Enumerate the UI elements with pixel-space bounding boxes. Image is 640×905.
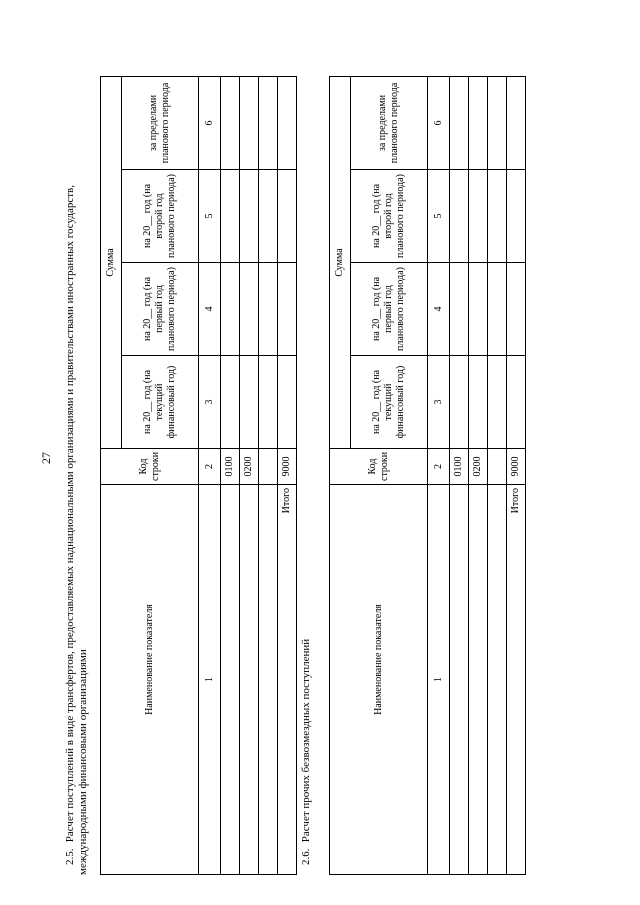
- section-2-6-title: Расчет прочих безвозмездных поступлений: [300, 638, 312, 843]
- header-name: Наименование показателя: [101, 485, 199, 875]
- page-number: 27: [39, 452, 53, 464]
- table-row: [488, 76, 507, 874]
- section-2-5: [64, 35, 297, 875]
- row-code: 0100: [450, 449, 469, 485]
- header-col4: на 20__ год (на первый год планового периода): [122, 263, 199, 356]
- header-col6: за пределами планового периода: [351, 76, 428, 169]
- colnum-2: 2: [199, 449, 221, 485]
- column-numbers-row: [428, 76, 450, 874]
- total-label: Итого: [507, 485, 526, 875]
- colnum-5: 5: [199, 170, 221, 263]
- header-col4: на 20__ год (на первый год планового периода): [351, 263, 428, 356]
- colnum-3: 3: [199, 356, 221, 449]
- total-row: [507, 76, 526, 874]
- table-row: [450, 76, 469, 874]
- total-code: 9000: [507, 449, 526, 485]
- section-2-5-number: 2.5.: [64, 848, 76, 865]
- total-label: Итого: [278, 485, 297, 875]
- section-2-6-heading: [300, 35, 313, 875]
- colnum-4: 4: [428, 263, 450, 356]
- header-name: Наименование показателя: [330, 485, 428, 875]
- colnum-6: 6: [199, 76, 221, 169]
- table-row: [240, 76, 259, 874]
- header-sum: Сумма: [330, 76, 351, 448]
- header-col3: на 20__ год (на текущий финансовый год): [122, 356, 199, 449]
- column-numbers-row: [199, 76, 221, 874]
- table-row: [469, 76, 488, 874]
- table-row: [259, 76, 278, 874]
- header-col6: за пределами планового периода: [122, 76, 199, 169]
- section-2-6: [300, 35, 526, 875]
- colnum-4: 4: [199, 263, 221, 356]
- section-2-6-number: 2.6.: [300, 848, 312, 865]
- colnum-1: 1: [428, 485, 450, 875]
- colnum-2: 2: [428, 449, 450, 485]
- total-code: 9000: [278, 449, 297, 485]
- colnum-5: 5: [428, 170, 450, 263]
- other-receipts-table: [329, 76, 526, 875]
- header-sum: Сумма: [101, 76, 122, 448]
- row-code: 0200: [240, 449, 259, 485]
- header-code: Код строки: [101, 449, 199, 485]
- section-2-5-title-line1: Расчет поступлений в виде трансфертов, предоставляемых наднациональными организациями и правительствами иностранных государств,: [64, 185, 76, 843]
- section-2-5-heading: [64, 75, 90, 875]
- header-code: Код строки: [330, 449, 428, 485]
- header-col5: на 20__ год (на второй год планового периода): [122, 170, 199, 263]
- header-col3: на 20__ год (на текущий финансовый год): [351, 356, 428, 449]
- row-code: 0100: [221, 449, 240, 485]
- colnum-1: 1: [199, 485, 221, 875]
- table-row: [221, 76, 240, 874]
- section-2-5-title-line2: международными финансовыми организациями: [77, 649, 89, 875]
- colnum-3: 3: [428, 356, 450, 449]
- row-code: 0200: [469, 449, 488, 485]
- total-row: [278, 76, 297, 874]
- transfers-table: [100, 76, 297, 875]
- header-col5: на 20__ год (на второй год планового периода): [351, 170, 428, 263]
- colnum-6: 6: [428, 76, 450, 169]
